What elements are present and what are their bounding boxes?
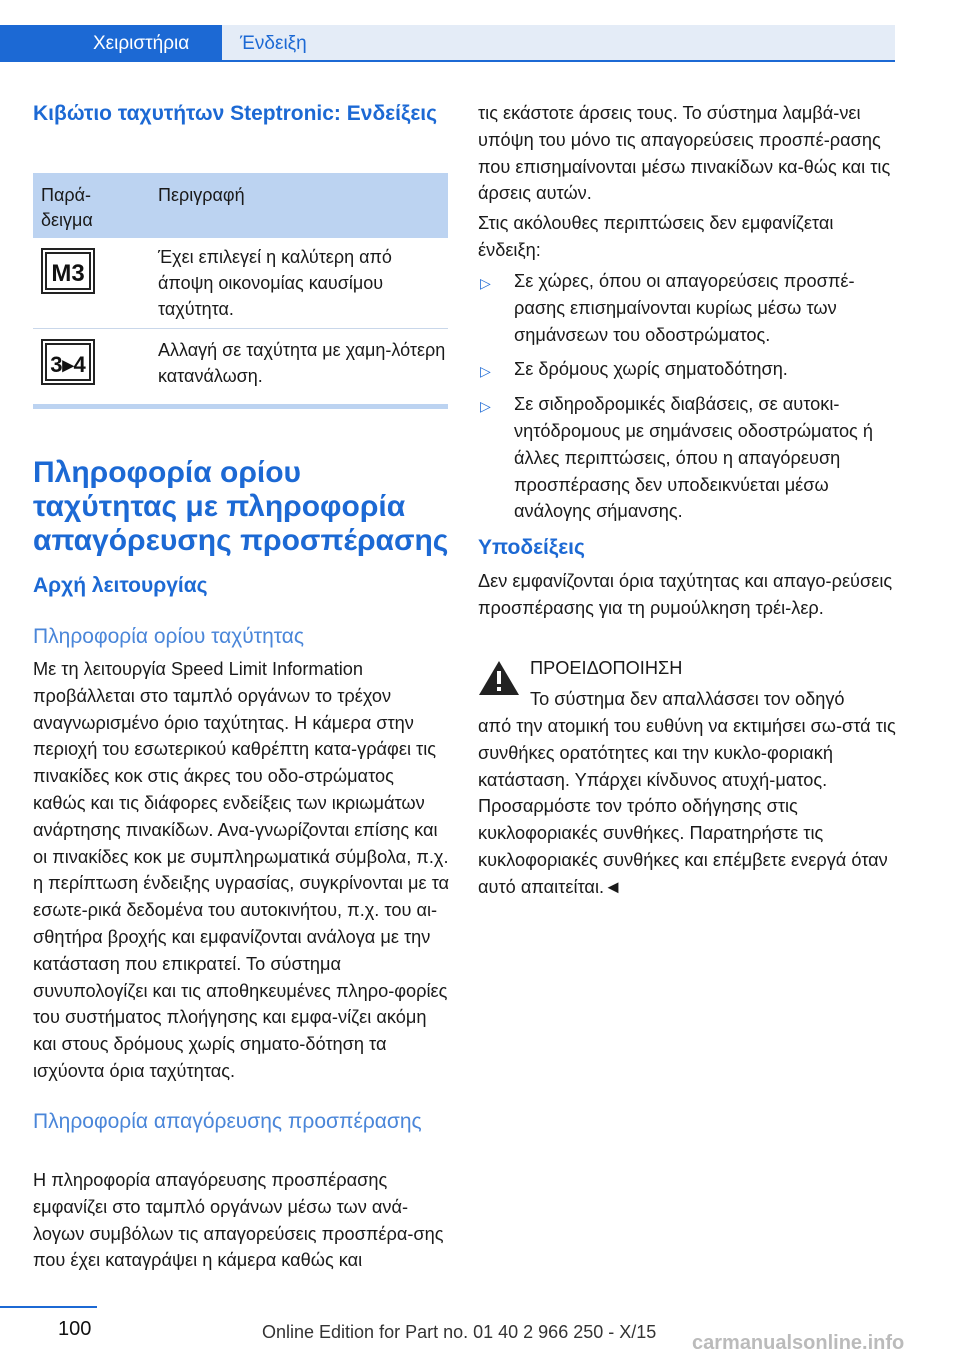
page-number-rule (0, 1306, 97, 1308)
row-description: Αλλαγή σε ταχύτητα με χαμη-λότερη κατανάλωση. (158, 340, 446, 386)
gear-shift-icon (41, 339, 95, 390)
warning-triangle-icon (478, 660, 520, 696)
hints-text: Δεν εμφανίζονται όρια ταχύτητας και απαγο-ρεύσεις προσπέρασης για τη ρυμούλκηση τρέι-λερ. (478, 571, 893, 618)
table-row (33, 329, 448, 401)
svg-text:3▸4: 3▸4 (50, 352, 86, 377)
row-description: Έχει επιλεγεί η καλύτερη από άποψη οικονομίας καυσίμου ταχύτητα. (158, 247, 392, 319)
warning-first-line: Το σύστημα δεν απαλλάσσει τον οδηγό (530, 689, 845, 709)
speed-limit-heading: Πληροφορία ορίου ταχύτητας (33, 625, 305, 648)
hints-heading: Υποδείξεις (478, 536, 585, 559)
table-title: Κιβώτιο ταχυτήτων Steptronic: Ενδείξεις (33, 102, 438, 125)
continued-text: τις εκάστοτε άρσεις τους. Το σύστημα λαμβά-νει υπόψη του μόνο τις απαγορεύσεις προσπέ-ρασης που επισημαίνονται μέσω πινακίδων κα-θώς και τις άρσεις αυτών. (478, 103, 891, 204)
list-item: ▷ Σε δρόμους χωρίς σηματοδότηση. (478, 356, 898, 383)
speed-limit-text: Με τη λειτουργία Speed Limit Information προβάλλεται στο ταμπλό οργάνων το τρέχον αναγνωρισμένο όριο ταχύτητας. Η κάμερα στην περιοχή του εσωτερικού καθρέπτη κατα-γράφει τις πινακίδες κοκ στις άκρες του οδο-στρώματος καθώς και τις διάφορες ενδείξεις των ικριωμάτων ανάρτησης πινακίδων. Ανα-γνωρίζονται επίσης και οι πινακίδες κοκ με συμπληρωματικά σύμβολα, π.χ. η περίπτωση ένδειξης υγρασίας, συγκρίνονται με τα εσωτε-ρικά δεδομένα του αυτοκινήτου, π.χ. του αι-σθητήρα βροχής και εμφανίζονται ανάλογα με την κατάσταση που επικρατεί. Το σύστημα συνυπολογίζει και τις αποθηκευμένες πληρο-φορίες του συστήματος πλοήγησης και εμφα-νίζει ακόμη και στους δρόμους χωρίς σηματο-δότηση τα ισχύοντα όρια ταχύτητας. (33, 659, 450, 1081)
col-header-example: Παρά- δειγμα (41, 185, 93, 230)
exceptions-list (478, 268, 898, 533)
page-number: 100 (58, 1318, 92, 1340)
section-heading: Πληροφορία ορίου ταχύτητας με πληροφορία απαγόρευσης προσπέρασης (33, 456, 449, 557)
tab-display[interactable]: Ένδειξη (222, 25, 895, 62)
header-divider (0, 60, 895, 62)
triangle-bullet-icon: ▷ (480, 363, 491, 380)
table-bottom-rule (33, 404, 448, 409)
warning-text: από την ατομική του ευθύνη να εκτιμήσει σω-στά τις συνθήκες ορατότητες και την κυκλο-φοριακή κατάσταση. Υπάρχει κίνδυνος ατυχή-ματος. Προσαρμόστε τον τρόπο οδήγησης στις κυκλοφοριακές συνθήκες. Παρατηρήστε τις κυκλοφοριακές συνθήκες και επέμβετε ενεργά όταν αυτό απαιτείται.◄ (478, 716, 896, 897)
no-passing-heading: Πληροφορία απαγόρευσης προσπέρασης (33, 1110, 422, 1133)
triangle-bullet-icon: ▷ (480, 275, 491, 291)
m3-gear-icon (41, 248, 95, 299)
no-passing-text: Η πληροφορία απαγόρευσης προσπέρασης εμφανίζει στο ταμπλό οργάνων μέσω των ανά-λογων συμβόλων τις απαγορεύσεις προσπέρα-σης που έχει καταγράψει η κάμερα καθώς και (33, 1170, 444, 1271)
header-bar (0, 0, 895, 62)
table-header (33, 173, 448, 238)
warning-title: ΠΡΟΕΙΔΟΠΟΙΗΣΗ (530, 658, 683, 678)
indicator-table (33, 173, 448, 401)
svg-text:M3: M3 (51, 260, 85, 287)
intro-text: Στις ακόλουθες περιπτώσεις δεν εμφανίζεται ένδειξη: (478, 213, 834, 260)
principle-heading: Αρχή λειτουργίας (33, 574, 208, 597)
list-item: ▷ Σε σιδηροδρομικές διαβάσεις, σε αυτοκι-νητόδρομους με σημάνσεις οδοστρώματος ή άλλες περιπτώσεις, όπου η απαγόρευση προσπέρασης δεν υποδεικνύεται μέσω ανάλογης σήμανσης. (480, 394, 873, 522)
edition-footer: Online Edition for Part no. 01 40 2 966 250 - X/15 (262, 1322, 657, 1342)
col-header-description: Περιγραφή (158, 185, 245, 205)
triangle-bullet-icon: ▷ (480, 398, 491, 415)
tab-controls[interactable]: Χειριστήρια (0, 25, 222, 62)
watermark: carmanualsonline.info (692, 1332, 905, 1354)
table-row (33, 238, 448, 329)
list-item: ▷ Σε χώρες, όπου οι απαγορεύσεις προσπέ-ρασης επισημαίνονται κυρίως μέσω των σημάνσεων του οδοστρώματος. (480, 271, 855, 345)
